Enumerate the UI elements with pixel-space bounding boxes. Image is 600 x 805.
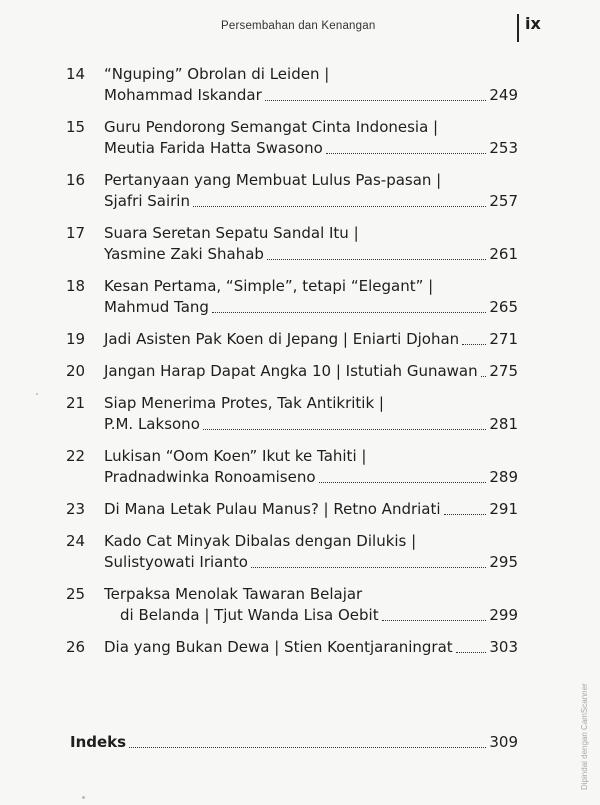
toc-entry (0, 584, 600, 626)
entry-page: 281 (489, 415, 518, 433)
entry-page: 265 (489, 298, 518, 316)
entry-last-line (104, 467, 518, 488)
entry-text: Sulistyowati Irianto (104, 553, 248, 571)
entry-text: Jadi Asisten Pak Koen di Jepang | Eniarti Djohan (104, 330, 460, 348)
dot-leader (456, 652, 487, 653)
page-number: ix (525, 14, 541, 33)
toc-entry (0, 170, 600, 212)
entry-last-line (104, 361, 518, 382)
entry-last-line (104, 637, 518, 658)
entry-text: Jangan Harap Dapat Angka 10 | Istutiah Gunawan (104, 362, 478, 380)
entry-text: Pradnadwinka Ronoamiseno (104, 468, 316, 486)
entry-page: 249 (489, 86, 518, 104)
entry-number: 25 (66, 585, 86, 603)
index-page: 309 (489, 733, 518, 751)
entry-number: 22 (66, 447, 86, 465)
toc-entry (0, 531, 600, 573)
entry-page: 303 (489, 638, 518, 656)
toc-entry (0, 637, 600, 658)
entry-last-line (104, 138, 518, 159)
dot-leader (326, 153, 487, 154)
entry-page: 261 (489, 245, 518, 263)
entry-number: 18 (66, 277, 86, 295)
toc-entry (0, 64, 600, 106)
entry-page: 289 (489, 468, 518, 486)
entry-text: Guru Pendorong Semangat Cinta Indonesia | (104, 118, 439, 136)
entry-page: 299 (489, 606, 518, 624)
entry-text: Kesan Pertama, “Simple”, tetapi “Elegant” | (104, 277, 434, 295)
entry-number: 19 (66, 330, 86, 348)
entry-text: P.M. Laksono (104, 415, 200, 433)
entry-number: 21 (66, 394, 86, 412)
dot-leader (212, 312, 486, 313)
dot-leader (382, 620, 487, 621)
entry-number: 16 (66, 171, 86, 189)
entry-page: 257 (489, 192, 518, 210)
entry-text: di Belanda | Tjut Wanda Lisa Oebit (120, 606, 379, 624)
toc-entry-index (70, 732, 518, 753)
toc-entry (0, 117, 600, 159)
entry-text: “Nguping” Obrolan di Leiden | (104, 65, 330, 83)
index-label: Indeks (70, 733, 127, 751)
entry-page: 291 (489, 500, 518, 518)
scanner-watermark: Dipindai dengan CamScanner (580, 683, 589, 790)
dot-leader (481, 376, 487, 377)
header-divider (517, 14, 519, 42)
entry-text: Mohammad Iskandar (104, 86, 262, 104)
table-of-contents (0, 64, 600, 669)
entry-text: Sjafri Sairin (104, 192, 190, 210)
toc-entry (0, 329, 600, 350)
entry-number: 17 (66, 224, 86, 242)
entry-last-line (104, 329, 518, 350)
dot-leader (319, 482, 487, 483)
entry-last-line (120, 605, 518, 626)
entry-last-line (104, 85, 518, 106)
entry-text: Suara Seretan Sepatu Sandal Itu | (104, 224, 359, 242)
entry-number: 26 (66, 638, 86, 656)
entry-page: 253 (489, 139, 518, 157)
entry-last-line (104, 552, 518, 573)
dot-leader (265, 100, 487, 101)
dot-leader (444, 514, 487, 515)
dot-leader (267, 259, 486, 260)
entry-text: Yasmine Zaki Shahab (104, 245, 264, 263)
entry-text: Dia yang Bukan Dewa | Stien Koentjaraningrat (104, 638, 453, 656)
running-header (0, 14, 600, 44)
entry-text: Pertanyaan yang Membuat Lulus Pas-pasan | (104, 171, 442, 189)
entry-number: 23 (66, 500, 86, 518)
entry-last-line (104, 191, 518, 212)
entry-last-line (104, 244, 518, 265)
entry-last-line (104, 297, 518, 318)
scan-speck (36, 393, 38, 395)
entry-page: 295 (489, 553, 518, 571)
entry-last-line (104, 499, 518, 520)
entry-number: 14 (66, 65, 86, 83)
entry-number: 24 (66, 532, 86, 550)
toc-entry (0, 361, 600, 382)
dot-leader (193, 206, 486, 207)
toc-entry (0, 276, 600, 318)
scan-speck (82, 796, 85, 799)
entry-text: Lukisan “Oom Koen” Ikut ke Tahiti | (104, 447, 367, 465)
entry-text: Terpaksa Menolak Tawaran Belajar (104, 585, 363, 603)
entry-last-line (104, 414, 518, 435)
toc-entry (0, 393, 600, 435)
entry-number: 20 (66, 362, 86, 380)
dot-leader (462, 344, 486, 345)
toc-entry (0, 446, 600, 488)
entry-number: 15 (66, 118, 86, 136)
entry-text: Siap Menerima Protes, Tak Antikritik | (104, 394, 384, 412)
entry-text: Di Mana Letak Pulau Manus? | Retno Andriati (104, 500, 441, 518)
dot-leader (203, 429, 486, 430)
dot-leader (129, 747, 486, 748)
running-title: Persembahan dan Kenangan (221, 20, 376, 32)
toc-entry (0, 223, 600, 265)
entry-text: Meutia Farida Hatta Swasono (104, 139, 323, 157)
entry-text: Kado Cat Minyak Dibalas dengan Dilukis | (104, 532, 417, 550)
entry-text: Mahmud Tang (104, 298, 209, 316)
dot-leader (251, 567, 486, 568)
entry-page: 275 (489, 362, 518, 380)
entry-page: 271 (489, 330, 518, 348)
toc-entry (0, 499, 600, 520)
